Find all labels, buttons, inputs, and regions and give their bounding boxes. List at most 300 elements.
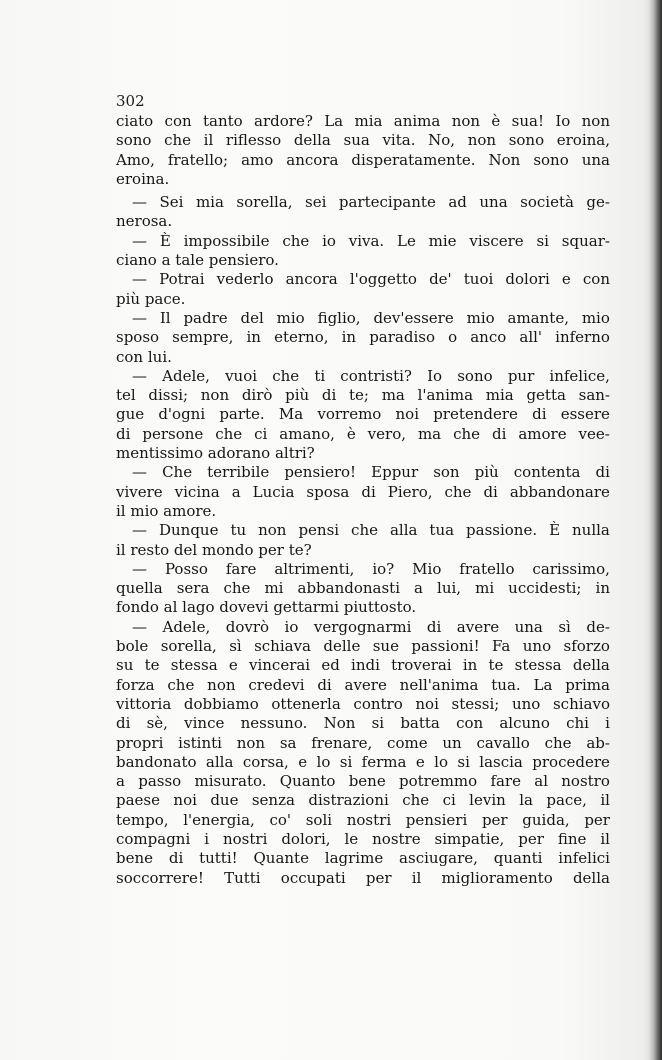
text-word: che xyxy=(223,579,251,598)
text-word: eroina, xyxy=(556,131,610,150)
text-word: a xyxy=(116,772,125,791)
text-word: amore xyxy=(518,424,567,443)
text-word: procedere xyxy=(532,752,610,771)
text-word: pur xyxy=(507,366,535,385)
text-word: occupati xyxy=(280,868,346,887)
text-word: di xyxy=(483,482,498,501)
text-word: mie xyxy=(428,231,457,250)
text-word: frenare, xyxy=(311,733,373,752)
text-word: bene xyxy=(348,772,386,791)
text-word: disperatamente. xyxy=(351,150,476,169)
text-word: tanto xyxy=(202,112,243,130)
text-word: non xyxy=(200,386,230,405)
text-word: dissi; xyxy=(148,386,189,405)
text-word: dolori, xyxy=(281,829,331,848)
text-word: levin xyxy=(469,791,506,810)
text-word: asciugare, xyxy=(399,849,478,868)
text-word: avere xyxy=(456,617,500,636)
text-word: vero, xyxy=(367,424,406,443)
text-word: credevi xyxy=(248,675,305,694)
text-word: parte. xyxy=(219,405,265,424)
text-word: stessi; xyxy=(451,694,500,713)
text-word: il xyxy=(600,829,610,848)
text-word: che xyxy=(444,482,472,501)
text-word: bole xyxy=(116,637,149,656)
text-line xyxy=(116,811,610,830)
text-word: e xyxy=(298,752,308,771)
text-line: mentissimo adorano altri? xyxy=(116,444,315,463)
text-line xyxy=(116,714,610,733)
text-word: vergognarmi xyxy=(313,617,412,636)
text-word: guida, xyxy=(522,810,570,829)
text-line xyxy=(116,560,610,579)
text-word: Non xyxy=(488,150,521,169)
text-word: distrazioni xyxy=(308,791,389,810)
text-word: fratello; xyxy=(167,150,229,169)
text-word: nostre xyxy=(372,829,421,848)
text-line xyxy=(116,830,610,849)
text-word: una xyxy=(581,150,610,169)
text-word: tempo, xyxy=(116,810,169,829)
text-word: lo xyxy=(316,752,331,771)
text-word: del xyxy=(240,308,264,327)
text-word: sempre, xyxy=(172,328,234,347)
text-word: contro xyxy=(353,694,403,713)
text-word: amante, xyxy=(507,308,569,327)
text-word: Eppur xyxy=(371,463,419,482)
text-word: uno xyxy=(511,694,541,713)
text-word: potremmo xyxy=(398,772,478,791)
text-line: il resto del mondo per te? xyxy=(116,540,312,559)
text-word: noi xyxy=(173,791,197,810)
text-word: pretendere xyxy=(433,405,518,424)
text-word: in xyxy=(595,579,610,598)
text-word: al xyxy=(534,772,548,791)
text-word: te; xyxy=(349,386,369,405)
text-word: vittoria xyxy=(116,694,172,713)
text-word: — xyxy=(132,308,147,327)
text-word: viva. xyxy=(348,231,385,250)
text-word: uccidesti; xyxy=(508,579,582,598)
text-word: il xyxy=(411,868,422,887)
text-word: ma xyxy=(381,386,405,405)
page-number: 302 xyxy=(116,92,145,110)
text-word: nostro xyxy=(561,772,610,791)
text-word: che xyxy=(544,733,572,752)
text-word: di xyxy=(168,849,184,868)
text-word: sono xyxy=(457,366,493,385)
text-word: in xyxy=(462,656,478,675)
text-word: Lucia xyxy=(252,482,295,501)
text-word: — xyxy=(132,193,147,212)
text-line xyxy=(116,618,610,637)
text-word: sforzo xyxy=(563,637,610,656)
text-word: non xyxy=(207,675,236,694)
text-word: sposa xyxy=(306,482,350,501)
text-word: fare xyxy=(490,772,521,791)
text-word: ti xyxy=(314,366,326,385)
text-word: pensi xyxy=(298,521,340,540)
text-word: mio xyxy=(581,308,610,327)
text-word: viscere xyxy=(469,231,524,250)
text-word: mi xyxy=(475,579,495,598)
text-word: Posso xyxy=(164,559,208,578)
text-line xyxy=(116,232,610,251)
text-word: pensieri xyxy=(405,810,468,829)
text-word: in xyxy=(341,328,357,347)
text-word: ancora xyxy=(285,270,338,289)
text-word: con xyxy=(164,112,192,130)
text-word: lo xyxy=(434,752,448,771)
text-word: di xyxy=(532,405,547,424)
text-word: della xyxy=(572,656,610,675)
text-word: della xyxy=(572,868,610,887)
text-word: Adele, xyxy=(162,366,210,385)
text-word: su xyxy=(116,656,134,675)
text-word: di xyxy=(361,482,376,501)
text-word: vivere xyxy=(116,482,163,501)
text-word: un xyxy=(442,733,462,752)
text-word: nostri xyxy=(222,829,268,848)
text-word: due xyxy=(210,791,239,810)
text-word: più xyxy=(285,386,310,405)
text-line: fondo al lago dovevi gettarmi piuttosto. xyxy=(116,598,417,617)
text-line xyxy=(116,869,610,888)
text-line xyxy=(116,521,610,540)
text-line xyxy=(116,328,610,347)
text-word: padre xyxy=(183,308,228,327)
text-word: con xyxy=(582,270,610,289)
text-word: Che xyxy=(162,463,193,482)
text-word: uno xyxy=(522,637,552,656)
text-word: vuoi xyxy=(225,366,258,385)
text-word: anco xyxy=(470,328,507,347)
text-word: tua. xyxy=(491,675,521,694)
text-word: nessuno. xyxy=(240,714,308,733)
text-word: nostri xyxy=(346,810,392,829)
text-word: che xyxy=(282,231,310,250)
text-word: che xyxy=(402,791,430,810)
text-word: de- xyxy=(586,617,610,636)
text-word: sono xyxy=(508,131,545,150)
text-word: non xyxy=(451,112,481,130)
page-text-body xyxy=(116,112,610,888)
text-line xyxy=(116,270,610,289)
text-word: di xyxy=(321,386,337,405)
text-word: come xyxy=(387,733,428,752)
text-word: persone xyxy=(142,424,204,443)
text-word: sì xyxy=(229,637,242,656)
text-word: gue xyxy=(116,405,145,424)
text-word: ancora xyxy=(286,150,339,169)
text-word: dobbiamo xyxy=(183,694,259,713)
text-word: propri xyxy=(116,733,164,752)
text-word: Sei xyxy=(159,193,184,212)
text-word: partecipante xyxy=(338,193,436,212)
text-word: all' xyxy=(519,328,543,347)
text-line xyxy=(116,151,610,170)
text-word: soccorrere! xyxy=(116,868,204,887)
text-word: o xyxy=(448,328,458,347)
text-word: che xyxy=(272,366,300,385)
text-word: vicina xyxy=(174,482,220,501)
text-word: lagrime xyxy=(324,849,384,868)
text-word: le xyxy=(344,829,359,848)
text-word: ma xyxy=(417,424,442,443)
text-word: vorremo xyxy=(317,405,382,424)
text-word: de' xyxy=(429,270,452,289)
text-word: sposo xyxy=(116,328,160,347)
text-word: passioni! xyxy=(411,637,480,656)
text-word: chi xyxy=(566,714,589,733)
text-word: è xyxy=(346,424,356,443)
text-word: fine xyxy=(557,829,587,848)
text-word: della xyxy=(293,131,331,150)
text-word: sono xyxy=(116,131,152,150)
text-word: l'energia, xyxy=(183,810,255,829)
text-word: mia xyxy=(485,386,514,405)
text-word: di xyxy=(595,463,610,482)
text-word: io xyxy=(322,231,336,250)
text-word: schiavo xyxy=(552,694,610,713)
text-word: con xyxy=(456,714,484,733)
text-word: di xyxy=(317,675,332,694)
text-line xyxy=(116,753,610,772)
text-word: — xyxy=(132,270,147,289)
text-word: son xyxy=(433,463,460,482)
text-line xyxy=(116,656,610,675)
text-word: la xyxy=(519,791,533,810)
text-word: sè, xyxy=(146,714,168,733)
text-word: senza xyxy=(251,791,295,810)
text-word: ci xyxy=(254,424,268,443)
text-word: batta xyxy=(400,714,440,733)
text-word: Il xyxy=(159,308,171,327)
text-word: di xyxy=(116,714,131,733)
text-word: si xyxy=(339,752,353,771)
text-word: te xyxy=(144,656,160,675)
text-line xyxy=(116,695,610,714)
text-word: che xyxy=(215,424,243,443)
text-word: compagni xyxy=(116,829,191,848)
text-word: dovrò xyxy=(225,617,270,636)
text-word: mia xyxy=(195,193,224,212)
text-word: forza xyxy=(116,675,155,694)
text-word: dirò xyxy=(241,386,273,405)
text-word: pensiero! xyxy=(284,463,357,482)
text-word: a xyxy=(231,482,241,501)
text-line xyxy=(116,386,610,405)
text-word: i xyxy=(204,829,210,848)
text-word: che xyxy=(351,521,378,540)
text-word: d'ogni xyxy=(158,405,206,424)
text-word: tu xyxy=(230,521,247,540)
text-word: e xyxy=(415,752,425,771)
text-word: noi xyxy=(415,694,439,713)
text-word: anima xyxy=(393,112,441,130)
text-word: abbandonare xyxy=(509,482,610,501)
text-word: sei xyxy=(305,193,327,212)
text-word: squar- xyxy=(561,231,610,250)
text-line: eroina. xyxy=(116,169,170,188)
text-word: troverai xyxy=(391,656,452,675)
text-word: sono xyxy=(533,150,569,169)
text-line xyxy=(116,579,610,598)
text-word: tuoi xyxy=(463,270,494,289)
text-word: dev'essere xyxy=(373,308,454,327)
text-word: non xyxy=(581,112,610,130)
text-word: miglioramento xyxy=(441,868,553,887)
text-word: istinti xyxy=(178,733,222,752)
text-word: paese xyxy=(116,791,160,810)
text-word: mio xyxy=(466,308,495,327)
text-word: i xyxy=(605,714,610,733)
text-word: getta xyxy=(526,386,566,405)
text-word: soli xyxy=(305,810,333,829)
text-word: sua! xyxy=(511,112,544,130)
text-word: dolori xyxy=(505,270,550,289)
text-word: in xyxy=(246,328,261,347)
text-word: Adele, xyxy=(162,617,211,636)
text-word: Le xyxy=(397,231,416,250)
text-line: con lui. xyxy=(116,347,172,366)
text-word: corsa, xyxy=(242,752,289,771)
text-word: — xyxy=(132,366,147,385)
text-word: passione. xyxy=(466,521,538,540)
text-word: lui, xyxy=(437,579,462,598)
text-word: società xyxy=(520,193,574,212)
text-word: san- xyxy=(578,386,610,405)
text-word: lascia xyxy=(479,752,523,771)
text-word: si xyxy=(457,752,470,771)
text-word: io? xyxy=(372,559,395,578)
page-edge-shadow xyxy=(648,0,662,1060)
text-word: vita. xyxy=(382,131,416,150)
text-word: per xyxy=(518,829,544,848)
text-word: ferma xyxy=(361,752,407,771)
text-word: inferno xyxy=(555,328,610,347)
text-word: Fa xyxy=(492,637,511,656)
text-word: mia xyxy=(354,112,383,130)
text-word: vederlo xyxy=(216,270,274,289)
text-word: Tutti xyxy=(224,868,261,887)
text-line xyxy=(116,791,610,810)
text-word: vince xyxy=(184,714,225,733)
text-line xyxy=(116,734,610,753)
text-word: l'anima xyxy=(417,386,474,405)
text-word: sorella, xyxy=(160,637,217,656)
text-word: riflesso xyxy=(225,131,282,150)
text-word: stessa xyxy=(514,656,562,675)
text-word: te xyxy=(488,656,504,675)
text-word: quella xyxy=(116,579,163,598)
text-word: No, xyxy=(428,131,456,150)
text-word: una xyxy=(479,193,508,212)
text-word: ed xyxy=(321,656,340,675)
text-word: Ma xyxy=(278,405,304,424)
text-word: nell'anima xyxy=(399,675,479,694)
text-word: terribile xyxy=(207,463,270,482)
text-word: Io xyxy=(427,366,443,385)
text-line: più pace. xyxy=(116,289,186,308)
text-word: ottenerla xyxy=(271,694,341,713)
text-word: Amo, xyxy=(116,150,155,169)
text-word: tutti! xyxy=(199,849,238,868)
text-word: a xyxy=(414,579,423,598)
text-word: quanti xyxy=(493,849,543,868)
text-word: noi xyxy=(395,405,420,424)
text-word: La xyxy=(324,112,344,130)
text-word: essere xyxy=(560,405,610,424)
text-word: per xyxy=(481,810,508,829)
text-word: Potrai xyxy=(159,270,205,289)
text-word: non xyxy=(467,131,497,150)
text-word: co' xyxy=(269,810,292,829)
text-word: altrimenti, xyxy=(274,559,355,578)
text-word: mio xyxy=(276,308,305,327)
text-word: sera xyxy=(176,579,210,598)
text-word: di xyxy=(116,424,131,443)
text-word: bene xyxy=(116,849,154,868)
text-word: fratello xyxy=(459,559,515,578)
text-word: si xyxy=(371,714,385,733)
text-word: vincerai xyxy=(248,656,311,675)
text-word: più xyxy=(474,463,499,482)
text-word: bandonato xyxy=(116,752,197,771)
text-line: ciano a tale pensiero. xyxy=(116,251,279,270)
text-word: — xyxy=(132,463,147,482)
text-word: che xyxy=(453,424,481,443)
text-word: l'oggetto xyxy=(349,270,417,289)
text-word: nulla xyxy=(572,521,610,540)
text-word: non xyxy=(258,521,287,540)
text-word: Piero, xyxy=(387,482,433,501)
text-word: Dunque xyxy=(158,521,219,540)
text-word: amano, xyxy=(279,424,335,443)
text-line xyxy=(116,367,610,386)
text-word: abbandonasti xyxy=(297,579,401,598)
text-word: carissimo, xyxy=(532,559,610,578)
text-word: che xyxy=(167,675,195,694)
text-word: — xyxy=(132,231,147,250)
text-word: ciato xyxy=(116,112,154,130)
text-word: io xyxy=(284,617,299,636)
text-word: contristi? xyxy=(340,366,412,385)
text-word: non xyxy=(236,733,266,752)
text-word: di xyxy=(491,424,507,443)
text-word: ab- xyxy=(586,733,610,752)
text-line xyxy=(116,849,610,868)
text-word: — xyxy=(132,559,147,578)
text-word: — xyxy=(132,617,147,636)
text-word: e xyxy=(228,656,238,675)
text-word: pace, xyxy=(546,791,587,810)
text-line xyxy=(116,483,610,502)
text-word: misurato. xyxy=(194,772,267,791)
text-word: sorella, xyxy=(236,193,293,212)
text-word: Io xyxy=(555,112,571,130)
text-word: ardore? xyxy=(254,112,313,130)
text-word: Non xyxy=(323,714,356,733)
text-word: prima xyxy=(565,675,610,694)
text-line xyxy=(116,193,610,212)
text-word: avere xyxy=(344,675,387,694)
text-word: sa xyxy=(279,733,297,752)
text-word: passo xyxy=(138,772,182,791)
text-word: tua xyxy=(429,521,455,540)
text-word: contenta xyxy=(513,463,581,482)
text-word: stessa xyxy=(170,656,218,675)
